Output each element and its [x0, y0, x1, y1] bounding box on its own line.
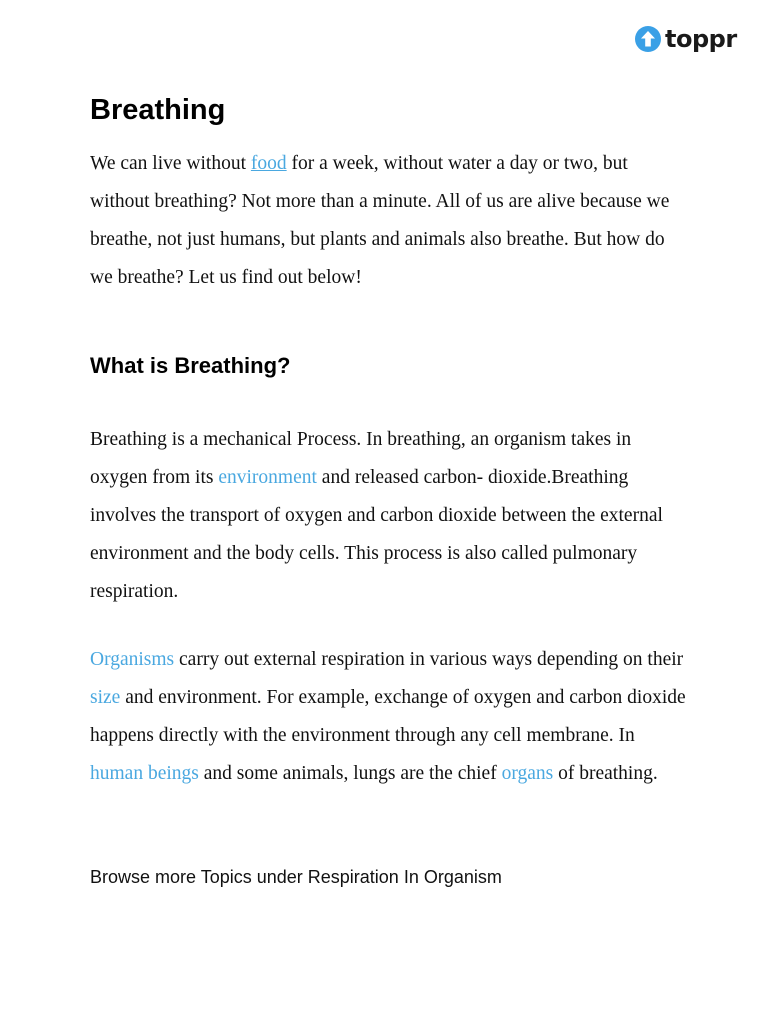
link-human-beings[interactable]: human beings	[90, 763, 199, 784]
link-organs[interactable]: organs	[501, 763, 554, 784]
section-heading: What is Breathing?	[90, 353, 291, 378]
link-food[interactable]: food	[250, 153, 287, 174]
definition-text-2: and released carbon- dioxide.Breathing involves the transport of oxygen and carbon dioxide between the external environment and the body cells. This process is also called pulmonary respiration.	[90, 467, 663, 602]
organisms-text-2: and environment. For example, exchange of oxygen and carbon dioxide happens directly with the environment through any cell membrane. In	[90, 687, 686, 746]
definition-paragraph	[90, 421, 690, 611]
intro-text-2: for a week, without water a day or two, but without breathing? Not more than a minute. All of us are alive because we breathe, not just humans, but plants and animals also breathe. But how do we breathe? Let us find out below!	[90, 153, 670, 288]
organisms-text-4: of breathing.	[553, 763, 658, 784]
intro-paragraph	[90, 145, 690, 297]
browse-topics-heading: Browse more Topics under Respiration In Organism	[90, 867, 502, 887]
link-size[interactable]: size	[90, 687, 121, 708]
organisms-paragraph	[90, 641, 690, 793]
link-organisms[interactable]: Organisms	[90, 649, 175, 670]
toppr-logo[interactable]	[635, 26, 737, 52]
intro-text-1: We can live without	[90, 153, 251, 174]
logo-text: toppr	[665, 25, 737, 53]
up-arrow-circle-icon	[635, 26, 661, 52]
definition-text-1: Breathing is a mechanical Process. In breathing, an organism takes in oxygen from its	[90, 429, 632, 488]
organisms-text-3: and some animals, lungs are the chief	[198, 763, 502, 784]
page-title: Breathing	[90, 94, 226, 126]
organisms-text-1: carry out external respiration in various ways depending on their	[174, 649, 684, 670]
link-environment[interactable]: environment	[218, 467, 317, 488]
